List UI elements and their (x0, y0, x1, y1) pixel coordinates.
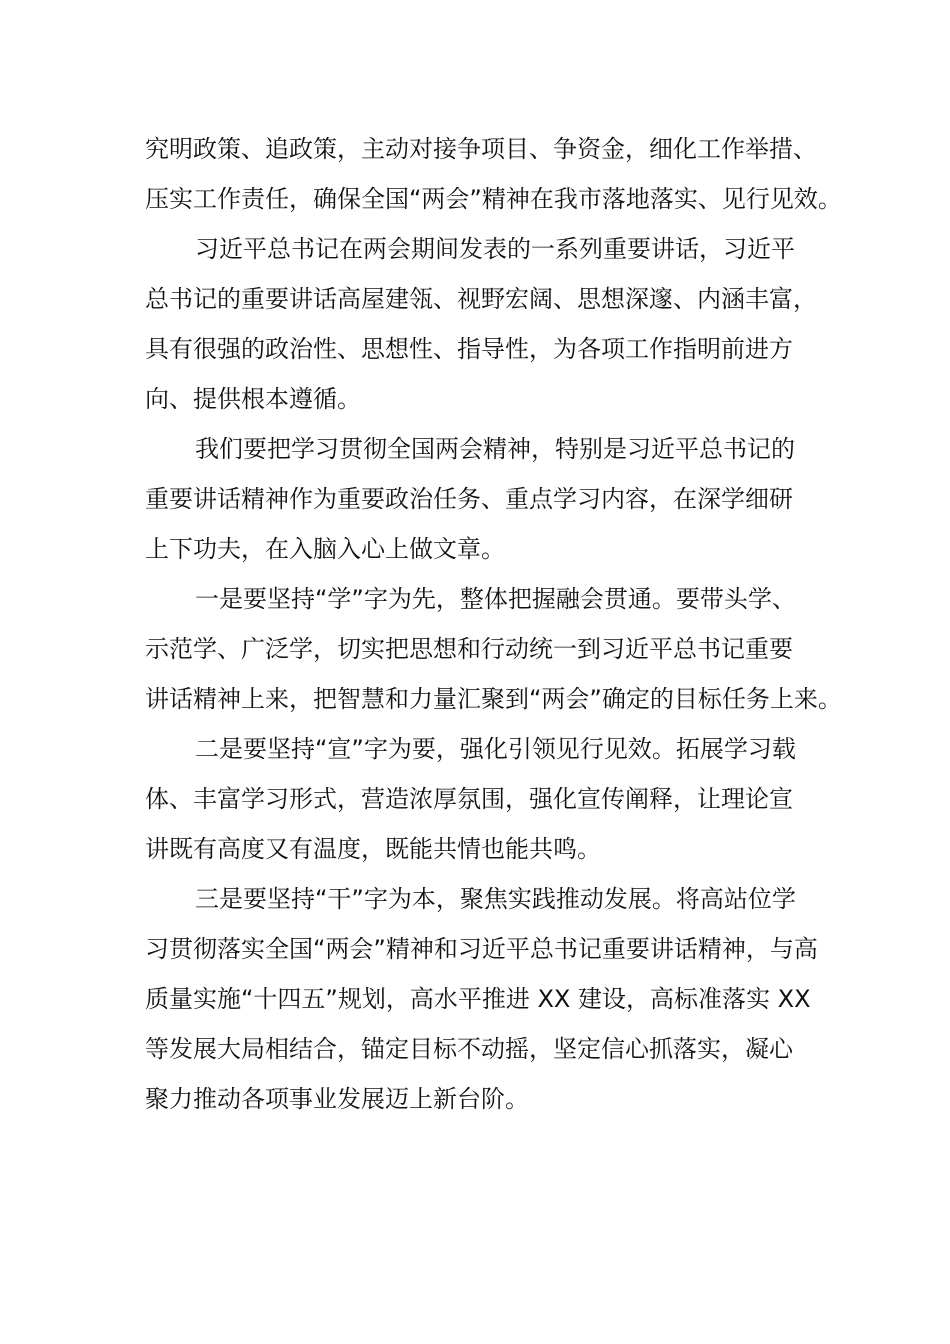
text-line: 讲既有高度又有温度，既能共情也能共鸣。 (145, 835, 601, 863)
text-line: 示范学、广泛学，切实把思想和行动统一到习近平总书记重要 (145, 635, 793, 663)
text-line: 压实工作责任，确保全国“两会”精神在我市落地落实、见行见效。 (145, 185, 842, 213)
text-line: 体、丰富学习形式，营造浓厚氛围，强化宣传阐释，让理论宣 (145, 785, 793, 813)
paragraph-point-two (145, 724, 825, 874)
text-line: 习贯彻落实全国“两会”精神和习近平总书记重要讲话精神，与高 (145, 935, 818, 963)
paragraph-speech-summary (145, 224, 825, 424)
text-line: 重要讲话精神作为重要政治任务、重点学习内容，在深学细研 (145, 485, 793, 513)
text-line: 讲话精神上来，把智慧和力量汇聚到“两会”确定的目标任务上来。 (145, 685, 842, 713)
text-line: 质量实施“十四五”规划，高水平推进 XX 建设，高标准落实 XX (145, 985, 811, 1013)
text-line: 聚力推动各项事业发展迈上新台阶。 (145, 1085, 529, 1113)
paragraph-point-three (145, 874, 825, 1124)
text-line: 上下功夫，在入脑入心上做文章。 (145, 535, 505, 563)
text-line: 具有很强的政治性、思想性、指导性，为各项工作指明前进方 (145, 335, 793, 363)
text-line: 向、提供根本遵循。 (145, 385, 361, 413)
paragraph-continuation (145, 124, 842, 224)
text-line: 等发展大局相结合，锚定目标不动摇，坚定信心抓落实，凝心 (145, 1035, 793, 1063)
document-body (145, 124, 842, 1124)
paragraph-study-task (145, 424, 825, 574)
text-line: 总书记的重要讲话高屋建瓴、视野宏阔、思想深邃、内涵丰富， (145, 285, 817, 313)
text-line: 二是要坚持“宣”字为要，强化引领见行见效。拓展学习载 (195, 735, 796, 763)
text-line: 究明政策、追政策，主动对接争项目、争资金，细化工作举措、 (145, 135, 817, 163)
text-line: 我们要把学习贯彻全国两会精神，特别是习近平总书记的 (195, 435, 795, 463)
text-line: 三是要坚持“干”字为本，聚焦实践推动发展。将高站位学 (195, 885, 796, 913)
text-line: 习近平总书记在两会期间发表的一系列重要讲话，习近平 (195, 235, 795, 263)
paragraph-point-one (145, 574, 842, 724)
text-line: 一是要坚持“学”字为先，整体把握融会贯通。要带头学、 (195, 585, 796, 613)
